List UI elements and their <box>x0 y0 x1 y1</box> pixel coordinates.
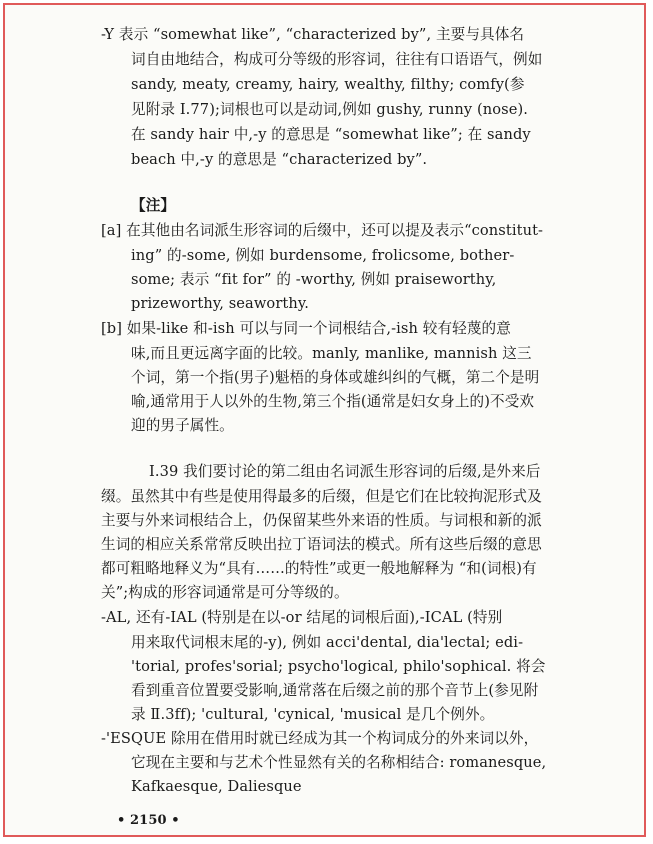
page-number: • 2150 • <box>117 813 180 828</box>
note-b-line-4: 喻,通常用于人以外的生物,第三个指(通常是妇女身上的)不受欢 <box>131 393 535 410</box>
note-b-line-5: 迎的男子属性。 <box>131 417 234 434</box>
esque-line-3: Kafkaesque, Daliesque <box>131 778 302 795</box>
y-line-5: 在 sandy hair 中,-y 的意思是 “somewhat like”; 在 sandy <box>131 126 531 143</box>
y-line-6: beach 中,-y 的意思是 “characterized by”. <box>131 151 428 168</box>
notes-heading: 【注】 <box>131 197 176 214</box>
note-a-line-2: ing” 的-some, 例如 burdensome, frolicsome, bother- <box>131 247 515 264</box>
y-line-4: 见附录 Ⅰ.77);词根也可以是动词,例如 gushy, runny (nose). <box>131 101 529 118</box>
al-line-1: -AL, 还有-IAL (特别是在以-or 结尾的词根后面),-ICAL (特别 <box>101 609 503 626</box>
al-line-3: 'torial, profes'sorial; psycho'logical, philo'sophical. 将会 <box>131 658 546 675</box>
note-b-line-2: 味,而且更远离字面的比较。manly, manlike, mannish 这三 <box>131 345 532 362</box>
al-line-4: 看到重音位置要受影响,通常落在后缀之前的那个音节上(参见附 <box>131 682 539 699</box>
note-b-line-3: 个词，第一个指(男子)魁梧的身体或雄纠纠的气概，第二个是明 <box>131 369 540 386</box>
y-line-3: sandy, meaty, creamy, hairy, wealthy, filthy; comfy(参 <box>131 76 525 93</box>
s39-line-4: 生词的相应关系常常反映出拉丁语词法的模式。所有这些后缀的意思 <box>101 536 542 553</box>
s39-line-6: 关”;构成的形容词通常是可分等级的。 <box>101 584 349 601</box>
al-line-5: 录 Ⅱ.3ff); 'cultural, 'cynical, 'musical 是几个例外。 <box>131 706 495 723</box>
book-page <box>5 5 648 839</box>
s39-line-5: 都可粗略地释义为“具有……的特性”或更一般地解释为 “和(词根)有 <box>101 560 537 577</box>
note-a-line-4: prizeworthy, seaworthy. <box>131 295 310 312</box>
s39-line-3: 主要与外来词根结合上，仍保留某些外来语的性质。与词根和新的派 <box>101 512 542 529</box>
note-a-line-1: [a] 在其他由名词派生形容词的后缀中，还可以提及表示“constitut- <box>101 222 544 239</box>
s39-line-2: 缀。虽然其中有些是使用得最多的后缀，但是它们在比较拘泥形式及 <box>101 488 542 505</box>
esque-line-1: -'ESQUE 除用在借用时就已经成为其一个构词成分的外来词以外， <box>101 730 539 747</box>
y-line-2: 词自由地结合，构成可分等级的形容词，往往有口语语气，例如 <box>131 51 543 68</box>
al-line-2: 用来取代词根末尾的-y), 例如 acci'dental, dia'lectal; edi- <box>131 634 524 651</box>
note-a-line-3: some; 表示 “fit for” 的 -worthy, 例如 praiseworthy, <box>131 271 497 288</box>
esque-line-2: 它现在主要和与艺术个性显然有关的名称相结合: romanesque, <box>131 754 547 771</box>
note-b-line-1: [b] 如果-like 和-ish 可以与同一个词根结合,-ish 较有轻蔑的意 <box>101 320 511 337</box>
s39-line-1: Ⅰ.39 我们要讨论的第二组由名词派生形容词的后缀,是外来后 <box>149 463 541 480</box>
y-line-1: -Y 表示 “somewhat like”, “characterized by”, 主要与具体名 <box>101 26 525 43</box>
page-frame <box>3 3 646 837</box>
